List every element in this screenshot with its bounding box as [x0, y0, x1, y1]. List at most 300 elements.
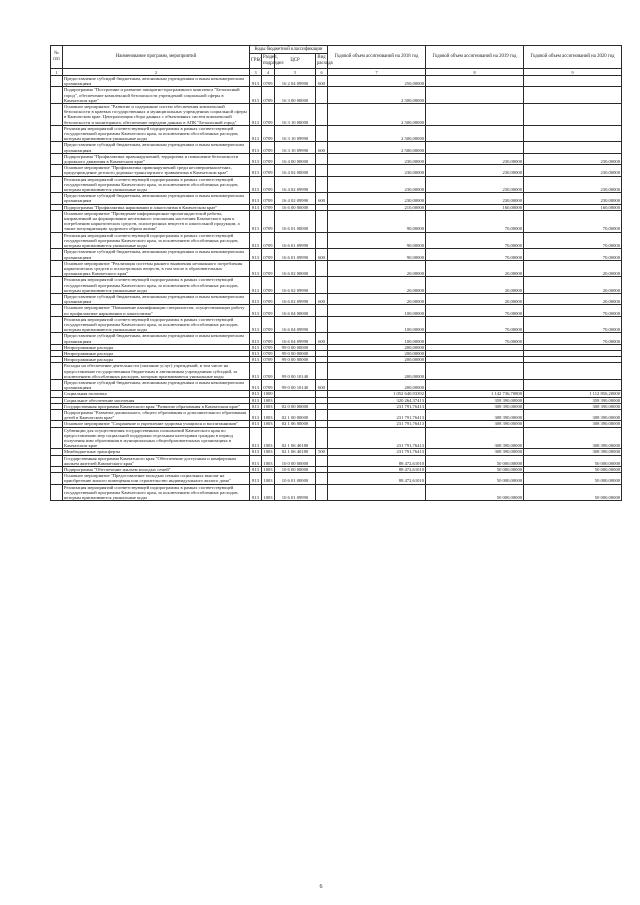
row-name: Основное мероприятие "Проведение информационно-пропагандистской работы, направленной на формирование негативного отношения населения Камчатского края к потреблению наркотических средств, психотропных веществ и алкогольной продукции, а также популяризацию здорового образа жизни": [63, 210, 250, 232]
row-section: 0709: [262, 305, 275, 316]
row-name: Предоставление субсидий бюджетным, автономным учреждениям и иным некоммерческим организациям: [63, 76, 250, 87]
column-index: 1: [51, 69, 63, 76]
row-amount-2018: 200,00000: [328, 357, 426, 363]
row-target-article: 16 3 10 09990: [275, 125, 316, 142]
row-section: 0709: [262, 153, 275, 164]
row-amount-2019: 230,00000: [426, 165, 524, 176]
row-expense-type: [316, 363, 328, 380]
row-expense-type: 600: [316, 76, 328, 87]
row-number: [51, 232, 63, 249]
row-number: [51, 142, 63, 153]
row-amount-2019: 70,00000: [426, 210, 524, 232]
table-row: [51, 142, 622, 153]
row-grbs: 813: [250, 87, 262, 104]
row-amount-2018: 231 791,76413: [328, 403, 426, 409]
row-target-article: 16 6 01 09990: [275, 249, 316, 260]
row-expense-type: 600: [316, 379, 328, 390]
row-amount-2019: 230,00000: [426, 176, 524, 193]
row-section: 1003: [263, 467, 273, 473]
table-row: [51, 125, 622, 142]
row-amount-2018: 90,00000: [328, 232, 426, 249]
row-section: 0709: [262, 104, 275, 126]
table-row: [51, 277, 622, 294]
table-row: [51, 473, 622, 484]
row-number: [51, 409, 63, 420]
row-amount-2020: 230,00000: [524, 176, 622, 193]
row-amount-2020: 50 000,00000: [524, 467, 622, 473]
row-grbs: 813: [250, 249, 262, 260]
column-index: 8: [426, 69, 524, 76]
row-grbs: 813: [250, 277, 262, 294]
row-section: 1000: [263, 391, 273, 397]
table-row: [51, 249, 622, 260]
row-amount-2019: 308 390,00000: [426, 427, 524, 449]
row-name: Межбюджетные трансферты: [63, 449, 250, 455]
row-section: 0709: [263, 350, 273, 356]
row-amount-2019: 1 142 736,70800: [426, 391, 524, 397]
row-number: [51, 249, 63, 260]
row-amount-2019: 20,00000: [426, 277, 524, 294]
row-target-article: 16 6 02 09990: [275, 293, 316, 304]
row-grbs: 813: [250, 344, 262, 350]
row-target-article: 02 1 06 00000: [275, 421, 316, 427]
row-amount-2019: [426, 76, 524, 87]
header-codes: Коды бюджетной классификации: [250, 46, 328, 54]
row-number: [51, 427, 63, 449]
row-section: 1003: [263, 421, 273, 427]
column-index: 4: [262, 69, 275, 76]
row-grbs: 813: [250, 409, 262, 420]
row-expense-type: [316, 409, 328, 420]
row-target-article: 99 0 00 10140: [275, 363, 316, 380]
row-expense-type: 500: [316, 449, 328, 455]
row-amount-2018: 100,00000: [328, 333, 426, 344]
row-grbs: 813: [250, 484, 262, 501]
row-name: Подпрограмма "Профилактика правонарушений, терроризма и повышение безопасности дорожного движения в Камчатском крае": [63, 153, 250, 164]
row-section: 0709: [262, 260, 275, 277]
row-amount-2019: 308 390,00000: [426, 403, 524, 409]
table-body: [51, 76, 622, 501]
row-section: 0709: [262, 125, 275, 142]
header-v2018: Годовой объем ассигнований на 2018 год: [328, 46, 426, 69]
row-section: 1003: [262, 473, 275, 484]
row-section: 1003: [262, 409, 275, 420]
row-name: Социальное обеспечение населения: [63, 397, 250, 403]
header-v2020: Годовой объем ассигнований на 2020 год: [524, 46, 622, 69]
row-amount-2018: 90,00000: [328, 210, 426, 232]
row-expense-type: [316, 427, 328, 449]
table-row: [51, 409, 622, 420]
row-amount-2019: 70,00000: [426, 333, 524, 344]
row-amount-2020: 308 390,00000: [524, 403, 622, 409]
row-section: 1003: [263, 397, 273, 403]
row-number: [51, 455, 63, 466]
row-amount-2019: 50 000,00000: [426, 455, 524, 466]
row-name: Непрограммные расходы: [63, 344, 250, 350]
header-csr: ЦСР: [275, 54, 316, 69]
row-number: [51, 316, 63, 333]
row-amount-2020: 50 000,00000: [524, 484, 622, 501]
row-target-article: 16 6 04 09990: [275, 333, 316, 344]
row-amount-2019: 230,00000: [426, 193, 524, 204]
row-amount-2019: 70,00000: [426, 305, 524, 316]
row-grbs: 813: [250, 125, 262, 142]
row-amount-2018: 2 500,00000: [328, 87, 426, 104]
table-row: [51, 87, 622, 104]
row-grbs: 813: [250, 421, 262, 427]
row-amount-2019: 308 390,00000: [426, 421, 524, 427]
row-grbs: 813: [250, 333, 262, 344]
row-name: Основное мероприятие "Сохранение и укрепление здоровья учащихся и воспитанников": [63, 421, 250, 427]
row-amount-2018: 100,00000: [328, 305, 426, 316]
row-target-article: 02 0 00 00000: [275, 403, 316, 409]
row-name: Основное мероприятие "Предоставление молодым семьям социальных выплат на приобретение жилого помещения или строительство индивидуального жилого дома": [63, 473, 250, 484]
budget-table: [50, 45, 622, 501]
row-amount-2018: 20,00000: [328, 260, 426, 277]
row-grbs: 813: [250, 232, 262, 249]
row-grbs: 813: [250, 397, 262, 403]
row-section: 0709: [263, 357, 273, 363]
row-amount-2019: 20,00000: [426, 293, 524, 304]
row-amount-2020: [524, 363, 622, 380]
row-amount-2020: 230,00000: [524, 165, 622, 176]
row-grbs: 813: [250, 473, 262, 484]
row-target-article: 16 4 02 09990: [275, 176, 316, 193]
row-amount-2020: 230,00000: [524, 153, 622, 164]
row-name: Субвенции для осуществления государственных полномочий Камчатского края по предоставлению мер социальной поддержки отдельным категориям граждан в период получения ими образования в муниципальных общеобразовательных организациях в Камчатском крае: [63, 427, 250, 449]
row-amount-2018: 20,00000: [328, 277, 426, 294]
table-row: [51, 316, 622, 333]
row-amount-2018: 1 052 640,93392: [328, 391, 426, 397]
row-target-article: 16 6 02 09990: [275, 277, 316, 294]
row-amount-2018: 2 500,00000: [328, 142, 426, 153]
row-amount-2018: 2 500,00000: [328, 104, 426, 126]
row-grbs: 813: [250, 210, 262, 232]
table-row: [51, 153, 622, 164]
row-expense-type: [316, 455, 328, 466]
row-grbs: 813: [250, 260, 262, 277]
row-amount-2019: 70,00000: [426, 232, 524, 249]
row-section: 0709: [262, 87, 275, 104]
row-number: [51, 87, 63, 104]
row-section: 1003: [263, 449, 273, 455]
row-expense-type: [316, 153, 328, 164]
row-number: [51, 379, 63, 390]
row-section: 1003: [263, 403, 273, 409]
table-row: [51, 427, 622, 449]
row-amount-2020: 70,00000: [524, 316, 622, 333]
row-section: 1003: [262, 484, 275, 501]
row-expense-type: 600: [316, 193, 328, 204]
table-row: [51, 232, 622, 249]
row-name: Непрограммные расходы: [63, 350, 250, 356]
row-grbs: 813: [250, 449, 262, 455]
row-name: Основное мероприятие "Повышение квалификации специалистов, осуществляющих работу по профилактике наркомании и алкоголизма": [63, 305, 250, 316]
column-index: 7: [328, 69, 426, 76]
column-index: 5: [275, 69, 316, 76]
row-grbs: 813: [250, 403, 262, 409]
row-number: [51, 176, 63, 193]
row-amount-2018: 88 472,61010: [328, 467, 426, 473]
row-name: Предоставление субсидий бюджетным, автономным учреждениям и иным некоммерческим организациям: [63, 293, 250, 304]
row-name: Реализация мероприятий соответствующей подпрограммы в рамках соответствующей государственной программы Камчатского края, за исключением обособленных расходов, которым присваиваются уникальные коды: [63, 484, 250, 501]
row-amount-2020: 70,00000: [524, 232, 622, 249]
row-target-article: 99 0 00 00000: [275, 350, 316, 356]
row-number: [51, 333, 63, 344]
table-row: [51, 379, 622, 390]
table-row: [51, 305, 622, 316]
row-grbs: 813: [250, 363, 262, 380]
row-target-article: 16 6 02 00000: [275, 260, 316, 277]
row-name: Подпрограмма "Развитие дошкольного, общего образования и дополнительного образования детей в Камчатском крае": [63, 409, 250, 420]
row-grbs: 813: [250, 467, 262, 473]
row-grbs: 813: [250, 316, 262, 333]
row-amount-2019: [426, 379, 524, 390]
row-amount-2020: [524, 87, 622, 104]
row-target-article: 02 1 06 40180: [275, 427, 316, 449]
row-name: Непрограммные расходы: [63, 357, 250, 363]
row-grbs: 813: [250, 427, 262, 449]
row-amount-2018: [328, 484, 426, 501]
row-grbs: 813: [250, 357, 262, 363]
column-index-row: [51, 69, 622, 76]
table-row: [51, 176, 622, 193]
row-section: 0709: [262, 363, 275, 380]
row-target-article: 16 6 00 00000: [275, 204, 316, 210]
row-amount-2019: 50 000,00000: [426, 467, 524, 473]
row-amount-2018: 200,00000: [328, 344, 426, 350]
row-expense-type: [316, 125, 328, 142]
row-amount-2019: [426, 142, 524, 153]
row-target-article: 16 6 01 00000: [275, 210, 316, 232]
row-amount-2020: 70,00000: [524, 210, 622, 232]
row-amount-2020: 308 390,00000: [524, 421, 622, 427]
row-target-article: 10 0 00 00000: [275, 455, 316, 466]
row-name: Государственная программа Камчатского края "Обеспечение доступным и комфортным жильем жителей Камчатского края": [63, 455, 250, 466]
row-amount-2020: [524, 142, 622, 153]
row-section: 0709: [262, 277, 275, 294]
row-grbs: 813: [250, 165, 262, 176]
row-number: [51, 277, 63, 294]
table-row: [51, 210, 622, 232]
row-expense-type: [316, 277, 328, 294]
header-v2019: Годовой объем ассигнований на 2019 год: [426, 46, 524, 69]
row-target-article: 16 6 04 09990: [275, 316, 316, 333]
column-index: 9: [524, 69, 622, 76]
table-row: [51, 293, 622, 304]
row-name: Подпрограмма "Построение и развитие аппаратно-программного комплекса "Безопасный город", обеспечение комплексной безопасности учреждений социальной сферы в Камчатском крае": [63, 87, 250, 104]
row-expense-type: [316, 316, 328, 333]
row-target-article: 02 1 06 40180: [275, 449, 316, 455]
row-name: Предоставление субсидий бюджетным, автономным учреждениям и иным некоммерческим организациям: [63, 142, 250, 153]
row-name: Подпрограмма "Обеспечение жильем молодых семей": [63, 467, 250, 473]
row-amount-2020: 1 112 856,20000: [524, 391, 622, 397]
row-target-article: 02 1 00 00000: [275, 409, 316, 420]
row-section: 0709: [262, 249, 275, 260]
row-target-article: 99 0 00 00000: [275, 344, 316, 350]
row-expense-type: [316, 473, 328, 484]
header-num: № п/п: [51, 46, 63, 69]
row-amount-2018: 100,00000: [328, 316, 426, 333]
row-expense-type: [316, 104, 328, 126]
row-expense-type: 600: [316, 293, 328, 304]
row-expense-type: [316, 232, 328, 249]
row-section: 1003: [262, 455, 275, 466]
row-amount-2020: 230,00000: [524, 193, 622, 204]
row-expense-type: [316, 210, 328, 232]
row-expense-type: 600: [316, 142, 328, 153]
row-amount-2018: 230,00000: [328, 176, 426, 193]
row-amount-2018: 320 264,37413: [328, 397, 426, 403]
row-amount-2018: 230,00000: [328, 165, 426, 176]
row-number: [51, 165, 63, 176]
row-number: [51, 484, 63, 501]
row-amount-2020: 70,00000: [524, 305, 622, 316]
row-name: Реализация мероприятий соответствующей подпрограммы в рамках соответствующей государственной программы Камчатского края, за исключением обособленных расходов, которым присваиваются уникальные коды: [63, 125, 250, 142]
page-number: 6: [319, 884, 323, 890]
row-grbs: 813: [250, 142, 262, 153]
column-index: 2: [63, 69, 250, 76]
row-target-article: 99 0 00 00000: [275, 357, 316, 363]
row-amount-2018: 88 472,61010: [328, 455, 426, 466]
row-number: [51, 473, 63, 484]
row-amount-2020: [524, 104, 622, 126]
row-section: 0709: [262, 316, 275, 333]
row-number: [51, 293, 63, 304]
row-amount-2018: 200,00000: [328, 379, 426, 390]
row-number: [51, 305, 63, 316]
row-amount-2020: 50 000,00000: [524, 473, 622, 484]
row-grbs: 813: [250, 391, 262, 397]
row-grbs: 813: [250, 153, 262, 164]
header-name: Наименование программ, мероприятий: [63, 46, 250, 69]
table-row: [51, 363, 622, 380]
row-amount-2020: 308 390,00000: [524, 427, 622, 449]
header-grbs: ГРБС: [250, 54, 262, 69]
row-name: Государственная программа Камчатского края "Развитие образования в Камчатском крае": [63, 403, 250, 409]
row-target-article: 16 6 04 00000: [275, 305, 316, 316]
table-row: [51, 455, 622, 466]
row-target-article: 10 6 01 09990: [275, 484, 316, 501]
row-amount-2018: 230,00000: [328, 193, 426, 204]
row-number: [51, 210, 63, 232]
row-target-article: 16 6 01 09990: [275, 232, 316, 249]
column-index: 3: [250, 69, 262, 76]
row-expense-type: [316, 260, 328, 277]
row-amount-2018: 200,00000: [328, 350, 426, 356]
row-number: [51, 193, 63, 204]
row-expense-type: 600: [316, 249, 328, 260]
table-row: [51, 104, 622, 126]
row-amount-2020: 70,00000: [524, 249, 622, 260]
row-section: 0709: [262, 165, 275, 176]
row-amount-2019: 230,00000: [426, 153, 524, 164]
header-vr: Вид расхода: [316, 54, 328, 69]
row-amount-2019: 308 390,00000: [426, 409, 524, 420]
table-row: [51, 333, 622, 344]
row-section: 0709: [262, 193, 275, 204]
row-name: Основное мероприятие "Реализация системы раннего выявления незаконного потребления наркотических средств и психотропных веществ, в том числе в образовательных организациях Камчатского края": [63, 260, 250, 277]
row-amount-2020: [524, 76, 622, 87]
row-expense-type: [316, 176, 328, 193]
row-section: 0709: [263, 204, 273, 210]
row-amount-2018: 200,00000: [328, 363, 426, 380]
row-grbs: 813: [250, 204, 262, 210]
row-target-article: 16 4 02 00000: [275, 165, 316, 176]
row-section: 0709: [262, 232, 275, 249]
row-amount-2018: 231 791,76413: [328, 449, 426, 455]
row-amount-2020: 358 390,00000: [524, 397, 622, 403]
row-amount-2020: 160,00000: [524, 204, 622, 210]
row-target-article: 16 2 04 09990: [275, 76, 316, 87]
row-amount-2019: [426, 125, 524, 142]
table-row: [51, 484, 622, 501]
row-expense-type: [316, 165, 328, 176]
row-amount-2020: 308 390,00000: [524, 409, 622, 420]
row-amount-2019: 308 390,00000: [426, 449, 524, 455]
row-amount-2019: [426, 87, 524, 104]
row-name: Реализация мероприятий соответствующей подпрограммы в рамках соответствующей государственной программы Камчатского края, за исключением обособленных расходов, которым присваиваются уникальные коды: [63, 232, 250, 249]
row-expense-type: 600: [316, 333, 328, 344]
row-grbs: 813: [250, 350, 262, 356]
row-target-article: 16 3 10 09990: [275, 142, 316, 153]
row-amount-2018: 90,00000: [328, 249, 426, 260]
row-amount-2020: 50 000,00000: [524, 455, 622, 466]
row-target-article: 99 0 00 10140: [275, 379, 316, 390]
row-name: Предоставление субсидий бюджетным, автономным учреждениям и иным некоммерческим организациям: [63, 249, 250, 260]
row-section: 0709: [262, 379, 275, 390]
row-grbs: 813: [250, 455, 262, 466]
row-grbs: 813: [250, 176, 262, 193]
row-amount-2018: 231 791,76413: [328, 427, 426, 449]
row-name: Предоставление субсидий бюджетным, автономным учреждениям и иным некоммерческим организациям: [63, 333, 250, 344]
row-amount-2018: 250,00000: [328, 76, 426, 87]
row-number: [51, 125, 63, 142]
row-target-article: 16 4 02 09990: [275, 193, 316, 204]
row-expense-type: [316, 87, 328, 104]
row-section: 1003: [262, 427, 275, 449]
table-row: [51, 193, 622, 204]
row-amount-2020: 308 390,00000: [524, 449, 622, 455]
row-name: Предоставление субсидий бюджетным, автономным учреждениям и иным некоммерческим организациям: [63, 193, 250, 204]
row-target-article: 10 6 00 00000: [275, 467, 316, 473]
row-name: Реализация мероприятий соответствующей подпрограммы в рамках соответствующей государственной программы Камчатского края, за исключением обособленных расходов, которым присваиваются уникальные коды: [63, 316, 250, 333]
table-row: [51, 76, 622, 87]
row-grbs: 813: [250, 305, 262, 316]
header-row: [51, 46, 622, 54]
row-amount-2018: 231 791,76413: [328, 409, 426, 420]
row-name: Расходы на обеспечение деятельности (оказание услуг) учреждений, в том числе на предоставление государственным бюджетным и автономным учреждениям субсидий, за исключением обособленных расходов, которым присваиваются уникальные коды: [63, 363, 250, 380]
row-expense-type: [316, 484, 328, 501]
row-number: [51, 153, 63, 164]
row-grbs: 813: [250, 193, 262, 204]
row-amount-2019: 160,00000: [426, 204, 524, 210]
row-amount-2019: 70,00000: [426, 316, 524, 333]
row-grbs: 813: [250, 104, 262, 126]
row-grbs: 813: [250, 76, 262, 87]
table-row: [51, 165, 622, 176]
row-grbs: 813: [250, 379, 262, 390]
row-amount-2020: 20,00000: [524, 277, 622, 294]
row-number: [51, 76, 63, 87]
row-amount-2019: 358 390,00000: [426, 397, 524, 403]
row-amount-2018: 88 472,61010: [328, 473, 426, 484]
row-amount-2020: [524, 125, 622, 142]
row-name: Основное мероприятие "Развитие и содержание систем обеспечения комплексной безопасности в краевых государственных и муниципальных учреждениях социальной сферы в Камчатском крае. Централизация сбора данных с объективных систем комплексной безопасности и мониторинга, обеспечение передачи данных в АПК "Безопасный город": [63, 104, 250, 126]
row-amount-2019: [426, 363, 524, 380]
row-amount-2018: 2 500,00000: [328, 125, 426, 142]
row-number: [51, 260, 63, 277]
